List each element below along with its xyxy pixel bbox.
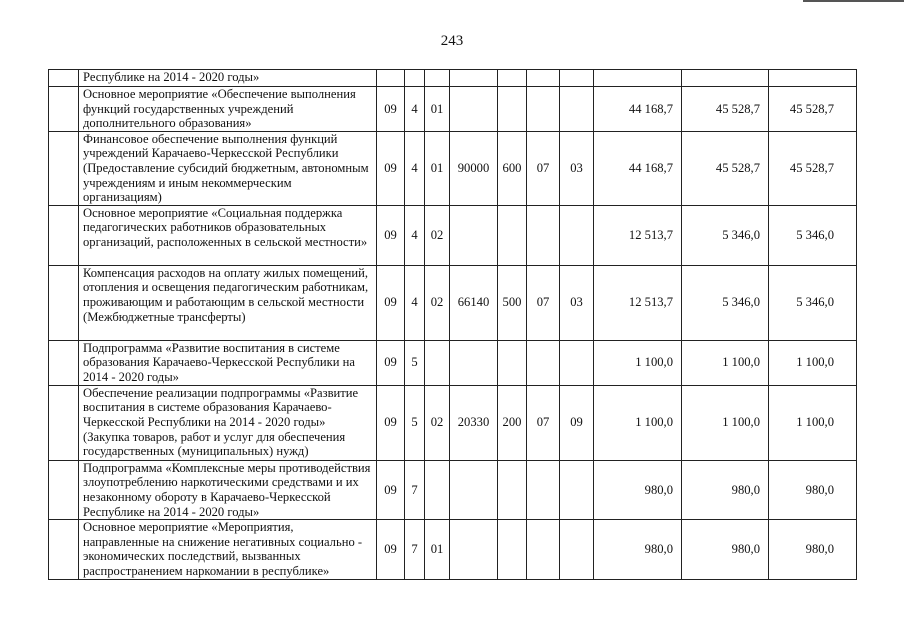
cell-vr: 600 xyxy=(498,131,527,205)
scan-edge-mark xyxy=(803,0,904,2)
cell-dir xyxy=(450,205,498,265)
cell-year1: 12 513,7 xyxy=(594,265,682,340)
cell-gr: 09 xyxy=(377,205,405,265)
cell-gr: 09 xyxy=(377,385,405,460)
row-name: Обеспечение реализации подпрограммы «Развитие воспитания в системе образования Карачаево-Черкесской Республики на 2014 - 2020 годы» (Закупка товаров, работ и услуг для обеспечения государственных (муниципальных) нужд) xyxy=(79,385,377,460)
cell-year3: 45 528,7 xyxy=(769,131,857,205)
cell-vr xyxy=(498,70,527,87)
margin-cell xyxy=(49,265,79,340)
margin-cell xyxy=(49,70,79,87)
cell-vr xyxy=(498,205,527,265)
cell-dir xyxy=(450,340,498,385)
cell-year2: 45 528,7 xyxy=(682,131,769,205)
cell-year3 xyxy=(769,70,857,87)
cell-ev: 01 xyxy=(425,87,450,132)
cell-year1: 44 168,7 xyxy=(594,87,682,132)
cell-year1: 980,0 xyxy=(594,520,682,579)
cell-pr xyxy=(560,520,594,579)
cell-ev: 01 xyxy=(425,520,450,579)
cell-year2: 45 528,7 xyxy=(682,87,769,132)
cell-sub: 4 xyxy=(405,131,425,205)
cell-ev: 02 xyxy=(425,205,450,265)
cell-ev: 02 xyxy=(425,265,450,340)
cell-dir xyxy=(450,460,498,519)
cell-pr xyxy=(560,87,594,132)
cell-sub: 4 xyxy=(405,87,425,132)
cell-sub: 5 xyxy=(405,385,425,460)
row-name: Подпрограмма «Комплексные меры противодействия злоупотреблению наркотическими средствами и их незаконному обороту в Карачаево-Черкесской Республике на 2014 - 2020 годы» xyxy=(79,460,377,519)
cell-rz xyxy=(527,520,560,579)
cell-year2 xyxy=(682,70,769,87)
table-row xyxy=(49,87,857,132)
cell-year2: 5 346,0 xyxy=(682,205,769,265)
cell-rz xyxy=(527,205,560,265)
cell-gr: 09 xyxy=(377,520,405,579)
cell-year3: 980,0 xyxy=(769,520,857,579)
row-name: Республике на 2014 - 2020 годы» xyxy=(79,70,377,87)
cell-year3: 45 528,7 xyxy=(769,87,857,132)
cell-pr: 03 xyxy=(560,265,594,340)
cell-year3: 1 100,0 xyxy=(769,385,857,460)
margin-cell xyxy=(49,205,79,265)
cell-sub xyxy=(405,70,425,87)
page-number: 243 xyxy=(440,33,464,49)
cell-gr: 09 xyxy=(377,265,405,340)
cell-year3: 5 346,0 xyxy=(769,265,857,340)
cell-vr xyxy=(498,340,527,385)
row-name: Компенсация расходов на оплату жилых помещений, отопления и освещения педагогическим работникам, проживающим и работающим в сельской местности (Межбюджетные трансферты) xyxy=(79,265,377,340)
cell-dir: 20330 xyxy=(450,385,498,460)
margin-cell xyxy=(49,385,79,460)
cell-year2: 5 346,0 xyxy=(682,265,769,340)
cell-year3: 1 100,0 xyxy=(769,340,857,385)
cell-rz xyxy=(527,460,560,519)
margin-cell xyxy=(49,131,79,205)
cell-ev xyxy=(425,70,450,87)
row-name: Основное мероприятие «Социальная поддержка педагогических работников образовательных организаций, расположенных в сельской местности» xyxy=(79,205,377,265)
margin-cell xyxy=(49,460,79,519)
cell-rz xyxy=(527,87,560,132)
table-row xyxy=(49,70,857,87)
cell-dir xyxy=(450,87,498,132)
cell-year2: 1 100,0 xyxy=(682,385,769,460)
table-row xyxy=(49,265,857,340)
cell-vr: 500 xyxy=(498,265,527,340)
cell-ev xyxy=(425,340,450,385)
cell-pr: 03 xyxy=(560,131,594,205)
cell-year2: 980,0 xyxy=(682,520,769,579)
cell-year1: 1 100,0 xyxy=(594,340,682,385)
cell-year3: 980,0 xyxy=(769,460,857,519)
cell-dir: 66140 xyxy=(450,265,498,340)
cell-ev xyxy=(425,460,450,519)
cell-year1: 12 513,7 xyxy=(594,205,682,265)
margin-cell xyxy=(49,340,79,385)
row-name: Основное мероприятие «Мероприятия, направленные на снижение негативных социально - экономических последствий, вызванных распространением наркомании в республике» xyxy=(79,520,377,579)
budget-table xyxy=(48,69,857,580)
cell-ev: 01 xyxy=(425,131,450,205)
cell-sub: 7 xyxy=(405,460,425,519)
cell-year1: 1 100,0 xyxy=(594,385,682,460)
table-row xyxy=(49,520,857,579)
cell-gr xyxy=(377,70,405,87)
cell-pr xyxy=(560,340,594,385)
table-row xyxy=(49,205,857,265)
cell-rz xyxy=(527,70,560,87)
cell-rz xyxy=(527,340,560,385)
cell-sub: 7 xyxy=(405,520,425,579)
margin-cell xyxy=(49,87,79,132)
row-name: Основное мероприятие «Обеспечение выполнения функций государственных учреждений дополнительного образования» xyxy=(79,87,377,132)
cell-pr xyxy=(560,460,594,519)
cell-vr xyxy=(498,87,527,132)
cell-sub: 4 xyxy=(405,265,425,340)
cell-dir xyxy=(450,520,498,579)
cell-vr xyxy=(498,520,527,579)
cell-gr: 09 xyxy=(377,87,405,132)
table-row xyxy=(49,460,857,519)
cell-rz: 07 xyxy=(527,385,560,460)
cell-pr xyxy=(560,70,594,87)
cell-pr xyxy=(560,205,594,265)
cell-year1: 44 168,7 xyxy=(594,131,682,205)
cell-year3: 5 346,0 xyxy=(769,205,857,265)
cell-ev: 02 xyxy=(425,385,450,460)
cell-pr: 09 xyxy=(560,385,594,460)
cell-year2: 980,0 xyxy=(682,460,769,519)
cell-rz: 07 xyxy=(527,265,560,340)
cell-year1: 980,0 xyxy=(594,460,682,519)
cell-vr xyxy=(498,460,527,519)
cell-year1 xyxy=(594,70,682,87)
cell-dir: 90000 xyxy=(450,131,498,205)
cell-dir xyxy=(450,70,498,87)
cell-gr: 09 xyxy=(377,131,405,205)
table-row xyxy=(49,131,857,205)
margin-cell xyxy=(49,520,79,579)
cell-gr: 09 xyxy=(377,460,405,519)
table-row xyxy=(49,385,857,460)
cell-vr: 200 xyxy=(498,385,527,460)
table-row xyxy=(49,340,857,385)
cell-rz: 07 xyxy=(527,131,560,205)
cell-year2: 1 100,0 xyxy=(682,340,769,385)
cell-sub: 5 xyxy=(405,340,425,385)
row-name: Подпрограмма «Развитие воспитания в системе образования Карачаево-Черкесской Республики на 2014 - 2020 годы» xyxy=(79,340,377,385)
cell-gr: 09 xyxy=(377,340,405,385)
cell-sub: 4 xyxy=(405,205,425,265)
row-name: Финансовое обеспечение выполнения функций учреждений Карачаево-Черкесской Республики (Предоставление субсидий бюджетным, автономным учреждениям и иным некоммерческим организациям) xyxy=(79,131,377,205)
